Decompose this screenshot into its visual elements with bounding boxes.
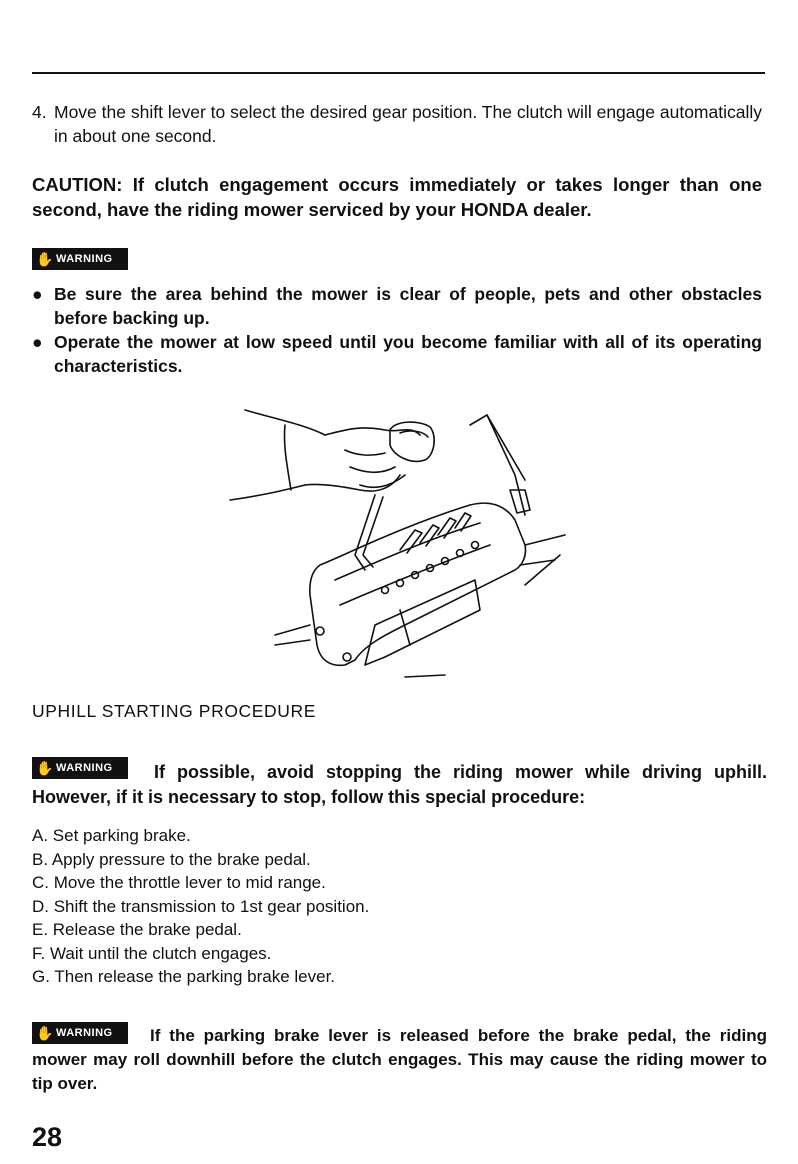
procedure-steps <box>32 824 732 989</box>
list-item: B. Apply pressure to the brake pedal. <box>32 849 311 869</box>
list-item <box>32 330 762 378</box>
bullet-text: Be sure the area behind the mower is clear of people, pets and other obstacles before backing up. <box>54 284 762 328</box>
hand-icon: ✋ <box>36 251 54 267</box>
page-number: 28 <box>32 1122 63 1152</box>
hand-icon: ✋ <box>36 1025 54 1041</box>
uphill-warning <box>32 760 767 810</box>
caution-note: CAUTION: If clutch engagement occurs immediately or takes longer than one second, have the riding mower serviced by your HONDA dealer. <box>32 174 762 220</box>
hand-icon: ✋ <box>36 760 54 776</box>
list-item: F. Wait until the clutch engages. <box>32 943 272 963</box>
bullet-text: Operate the mower at low speed until you become familiar with all of its operating characteristics. <box>54 332 762 376</box>
final-warning <box>32 1024 767 1096</box>
top-rule <box>32 72 765 74</box>
warning-badge <box>32 248 128 270</box>
shift-lever-illustration <box>225 395 585 685</box>
list-item: G. Then release the parking brake lever. <box>32 967 336 986</box>
list-item: C. Move the throttle lever to mid range. <box>32 873 326 892</box>
list-item: A. Set parking brake. <box>32 826 191 845</box>
list-item: E. Release the brake pedal. <box>32 920 242 939</box>
list-item <box>32 282 762 330</box>
list-item: D. Shift the transmission to 1st gear position. <box>32 896 370 916</box>
step-text: Move the shift lever to select the desired gear position. The clutch will engage automatically in about one second. <box>54 102 762 146</box>
warning-bullets <box>32 282 762 378</box>
step-number: 4. <box>32 102 47 122</box>
warning-label: WARNING <box>55 762 113 774</box>
bullet-icon: ● <box>32 284 43 304</box>
warning-label: WARNING <box>55 253 113 265</box>
bullet-icon: ● <box>32 332 43 352</box>
section-title: UPHILL STARTING PROCEDURE <box>32 701 317 721</box>
final-warning-text: If the parking brake lever is released before the brake pedal, the riding mower may roll downhill before the clutch engages. This may cause the riding mower to tip over. <box>32 1026 767 1093</box>
warning-label: WARNING <box>55 1027 113 1039</box>
step-4 <box>32 100 762 148</box>
uphill-warning-text: If possible, avoid stopping the riding mower while driving uphill. However, if it is necessary to stop, follow this special procedure: <box>32 762 767 807</box>
